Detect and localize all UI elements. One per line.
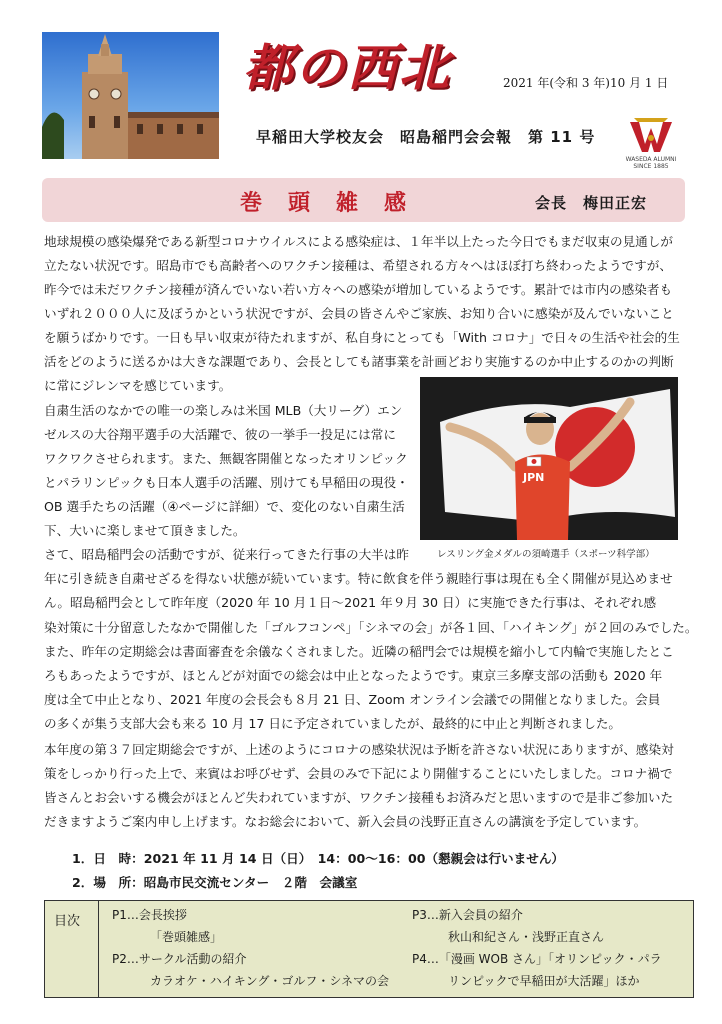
body-line: 自粛生活のなかでの唯一の楽しみは米国 MLB（大リーグ）エン — [44, 403, 403, 418]
toc-label: 目次 — [44, 900, 99, 998]
singlet-text: JPN — [523, 471, 545, 484]
body-line: 活をどのように送るかは大きな課題であり、会長としても諸事業を計画どおり実施するのか中止するのかの判断 — [44, 354, 674, 369]
body-line: ん。昭島稲門会として昨年度（2020 年 10 月１日～2021 年９月 30 日）に実施できた行事は、それぞれ感 — [44, 595, 657, 610]
waseda-alumni-logo — [622, 118, 680, 176]
body-line: OB 選手たちの活躍（④ページに詳細）で、変化のない自粛生活 — [44, 499, 405, 514]
body-line: 地球規模の感染爆発である新型コロナウイルスによる感染症は、１年半以上たった今日でもまだ収束の見通しが — [44, 234, 673, 249]
body-line: 度は全て中止となり、2021 年度の会長会も８月 21 日、Zoom オンライン会議での開催となりました。会員 — [44, 692, 661, 707]
body-line: さて、昭島稲門会の活動ですが、従来行ってきた行事の大半は昨 — [44, 547, 409, 562]
logo-text-1: WASEDA ALUMNI — [625, 156, 677, 163]
body-line: 下、大いに楽しませて頂きました。 — [44, 523, 246, 538]
newsletter-name: 早稲田大学校友会 昭島稲門会会報 第 11 号 — [256, 128, 596, 146]
toc-item: リンピックで早稲田が大活躍」ほか — [448, 974, 640, 988]
wrestler-photo — [420, 377, 678, 540]
photo-caption: レスリング金メダルの須崎選手（スポーツ科学部） — [437, 549, 655, 560]
body-line: とパラリンピックも日本人選手の活躍、別けても早稲田の現役・ — [44, 475, 409, 490]
body-line: に常にジレンマを感じています。 — [44, 378, 232, 393]
article-title: 巻頭雑感 — [240, 191, 433, 216]
body-line: ゼルスの大谷翔平選手の大活躍で、彼の一挙手一投足には常に — [44, 427, 396, 442]
body-line: 本年度の第３７回定期総会ですが、上述のようにコロナの感染状況は予断を許さない状況にありますが、感染対 — [44, 742, 674, 757]
body-line: いずれ２０００人に及ぼうかという状況ですが、会員の皆さんやご家族、お知り合いに感染が及んでいないこと — [44, 306, 674, 321]
toc-item: P2…サークル活動の紹介 — [112, 952, 247, 966]
article-author: 会長 梅田正宏 — [535, 194, 648, 212]
waseda-w-icon — [628, 118, 674, 156]
masthead-title: 都の西北 — [243, 39, 451, 97]
toc-item: P1…会長挨拶 — [112, 908, 187, 922]
body-line: 皆さんとお会いする機会がほとんど失われていますが、ワクチン接種もお済みだと思いますので是非ご参加いた — [44, 790, 674, 805]
tower-photo — [42, 32, 219, 159]
body-line: 昨今では未だワクチン接種が済んでいない若い方々への感染が増加しているようです。累計では市内の感染者も — [44, 282, 673, 297]
toc-item: カラオケ・ハイキング・ゴルフ・シネマの会 — [150, 974, 390, 988]
toc-item: P4…「漫画 WOB さん」「オリンピック・パラ — [412, 952, 662, 966]
body-line: ろもあったようですが、ほとんどが対面での総会は中止となったようです。東京三多摩支部の活動も 2020 年 — [44, 668, 663, 683]
body-line: 策をしっかり行った上で、来賓はお呼びせず、会員のみで下記により開催することにいたしました。コロナ禍で — [44, 766, 673, 781]
body-line: ワクワクさせられます。また、無観客開催となったオリンピック — [44, 451, 408, 466]
toc-item: P3…新入会員の紹介 — [412, 908, 523, 922]
body-line: また、昨年の定期総会は書面審査を余儀なくされました。近隣の稲門会では規模を縮小して内輪で実施したとこ — [44, 644, 674, 659]
toc-item: 「巻頭雑感」 — [150, 930, 223, 944]
issue-date: 2021 年(令和 3 年)10 月 1 日 — [503, 76, 669, 90]
body-line: 染対策に十分留意したなかで開催した「ゴルフコンペ」「シネマの会」が各１回、「ハイキング」が２回のみでした。 — [44, 620, 698, 635]
event-place: 2．場 所：昭島市民交流センター ２階 会議室 — [72, 875, 358, 890]
body-line: 年に引き続き自粛せざるを得ない状態が続いています。特に飲食を伴う親睦行事は現在も全く開催が見込めませ — [44, 571, 673, 586]
body-line: を願うばかりです。一日も早い収束が待たれますが、私自身にとっても「With コロナ」で日々の生活や社会的生 — [44, 330, 680, 345]
event-date: 1．日 時：2021 年 11 月 14 日（日） 14：00～16：00（懇親会は行いません） — [72, 851, 565, 866]
body-line: の多くが集う支部大会も来る 10 月 17 日に予定されていましたが、最終的に中止と判断されました。 — [44, 716, 622, 731]
body-line: だきますようご案内申し上げます。なお総会において、新入会員の浅野正直さんの講演を予定しています。 — [44, 814, 647, 829]
toc-item: 秋山和紀さん・浅野正直さん — [448, 930, 605, 944]
body-line: 立たない状況です。昭島市でも高齢者へのワクチン接種は、希望される方々へはほぼ打ち終わったようですが、 — [44, 258, 672, 273]
logo-text-2: SINCE 1885 — [633, 163, 669, 170]
